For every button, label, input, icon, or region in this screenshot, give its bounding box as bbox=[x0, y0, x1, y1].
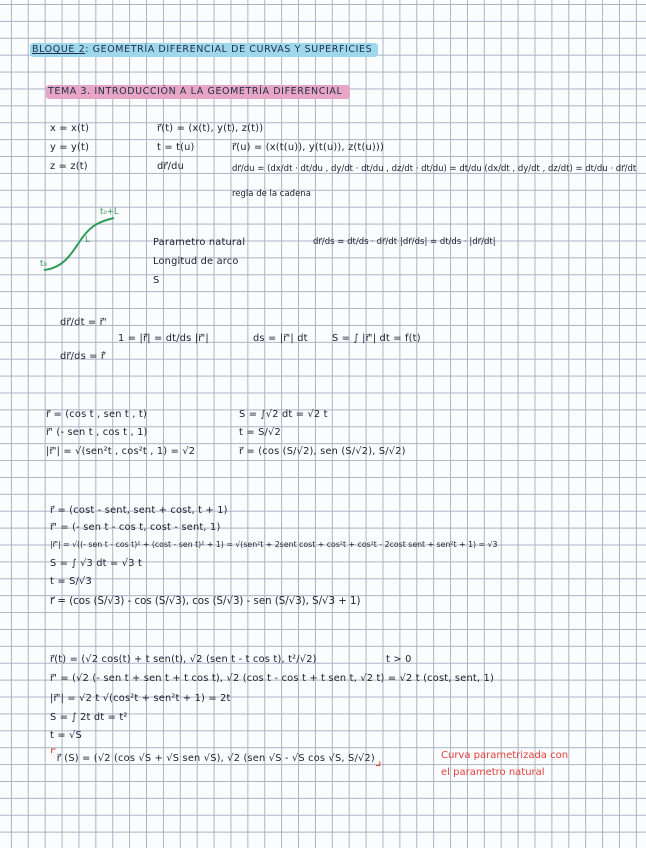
curve-start-label: t₀ bbox=[40, 259, 47, 269]
bloque-label: BLOQUE 2 bbox=[32, 44, 86, 55]
dr-ds-norm-formula: |dr⃗/ds| = dt/ds · |dr⃗/dt| bbox=[400, 237, 496, 247]
ex2-arc-length: S = ∫ √3 dt = √3 t bbox=[50, 558, 142, 569]
ex2-curve: r⃗ = (cost - sent, sent + cost, t + 1) bbox=[50, 505, 228, 516]
curve-end-label: t₀+L bbox=[100, 207, 119, 217]
derivative-dr-du: dr⃗/du bbox=[157, 161, 184, 172]
ex1-curve: r⃗ = (cos t , sen t , t) bbox=[46, 409, 147, 420]
unit-speed-relation: 1 = |r⃗̇| = dt/ds |r⃗'| bbox=[118, 333, 209, 344]
dr-dt-def: dr⃗/dt = r⃗' bbox=[60, 317, 107, 328]
ex2-reparam: r⃗ = (cos (S/√3) - cos (S/√3), cos (S/√3) - sen (S/√3), S/√3 + 1) bbox=[50, 596, 361, 607]
chain-rule-expansion: dr⃗/du = (dx/dt · dt/du , dy/dt · dt/du , dz/dt · dt/du) = dt/du (dx/dt , dy/dt , dz/dt) = dt/du · dr⃗/dt bbox=[232, 164, 637, 174]
natural-param-label: Parametro natural bbox=[153, 237, 246, 248]
ex3-arc-length: S = ∫ 2t dt = t² bbox=[50, 712, 128, 723]
ex3-norm: |r⃗'| = √2 t √(cos²t + sen²t + 1) = 2t bbox=[50, 693, 231, 704]
chain-rule-label: regla de la cadena bbox=[232, 189, 311, 199]
dr-ds-formula: dr⃗/ds = dt/ds · dr⃗/dt bbox=[313, 237, 398, 247]
ex1-t-of-s: t = S/√2 bbox=[239, 427, 281, 438]
ex3-reparam: ⌜r⃗ (S) = (√2 (cos √S + √S sen √S), √2 (sen √S - √S cos √S, S/√2)⌟ bbox=[50, 747, 382, 769]
ex3-derivative: r⃗' = (√2 (- sen t + sen t + t cos t), √2 (cos t - cos t + t sen t, √2 t) = √2 t (cost, sent, 1) bbox=[50, 673, 495, 684]
curve-r-of-u: r⃗(u) = (x(t(u)), y(t(u)), z(t(u))) bbox=[232, 142, 384, 153]
reparam-t-u: t = t(u) bbox=[157, 142, 195, 153]
note-line-2: el parametro natural bbox=[441, 767, 545, 778]
ex3-domain: t > 0 bbox=[386, 654, 412, 665]
ex3-reparam-formula: r⃗ (S) = (√2 (cos √S + √S sen √S), √2 (sen √S - √S cos √S, S/√2) bbox=[56, 753, 375, 764]
ex1-derivative: r⃗' (- sen t , cos t , 1) bbox=[46, 427, 148, 438]
arc-length-symbol: S bbox=[153, 275, 160, 286]
ds-relation: ds = |r⃗'| dt bbox=[253, 333, 308, 344]
arc-length-label: Longitud de arco bbox=[153, 256, 239, 267]
bloque-title: : GEOMETRÍA DIFERENCIAL DE CURVAS Y SUPERFICIES bbox=[85, 44, 373, 55]
arc-length-integral: S = ∫ |r⃗'| dt = f(t) bbox=[332, 333, 421, 344]
curve-r-of-t: r⃗(t) = (x(t), y(t), z(t)) bbox=[157, 123, 264, 134]
ex3-t-of-s: t = √S bbox=[50, 730, 82, 741]
dr-ds-def: dr⃗/ds = r⃗̇ bbox=[60, 351, 106, 362]
curve-length-label: L bbox=[85, 235, 90, 245]
ex1-arc-length: S = ∫√2 dt = √2 t bbox=[239, 409, 328, 420]
param-x: x = x(t) bbox=[50, 123, 90, 134]
green-curve-arc bbox=[44, 218, 114, 270]
ex2-derivative: r⃗' = (- sen t - cos t, cost - sent, 1) bbox=[50, 522, 221, 533]
ex1-norm: |r⃗'| = √(sen²t , cos²t , 1) = √2 bbox=[46, 446, 196, 457]
param-y: y = y(t) bbox=[50, 142, 90, 153]
ex1-reparam: r⃗ = (cos (S/√2), sen (S/√2), S/√2) bbox=[239, 446, 406, 457]
ex3-curve: r⃗(t) = (√2 cos(t) + t sen(t), √2 (sen t - t cos t), t²/√2) bbox=[50, 654, 317, 665]
note-line-1: Curva parametrizada con bbox=[441, 750, 569, 761]
ex2-t-of-s: t = S/√3 bbox=[50, 576, 92, 587]
tema-title: TEMA 3. INTRODUCCIÓN A LA GEOMETRÍA DIFERENCIAL bbox=[46, 85, 350, 99]
ex2-norm: |r⃗'| = √((- sen t - cos t)² + (cost - sen t)² + 1) = √(sen²t + 2sent cost + cos²t + cos²t - 2cost sent + sen²t + 1) = √3 bbox=[50, 540, 498, 549]
param-z: z = z(t) bbox=[50, 161, 88, 172]
